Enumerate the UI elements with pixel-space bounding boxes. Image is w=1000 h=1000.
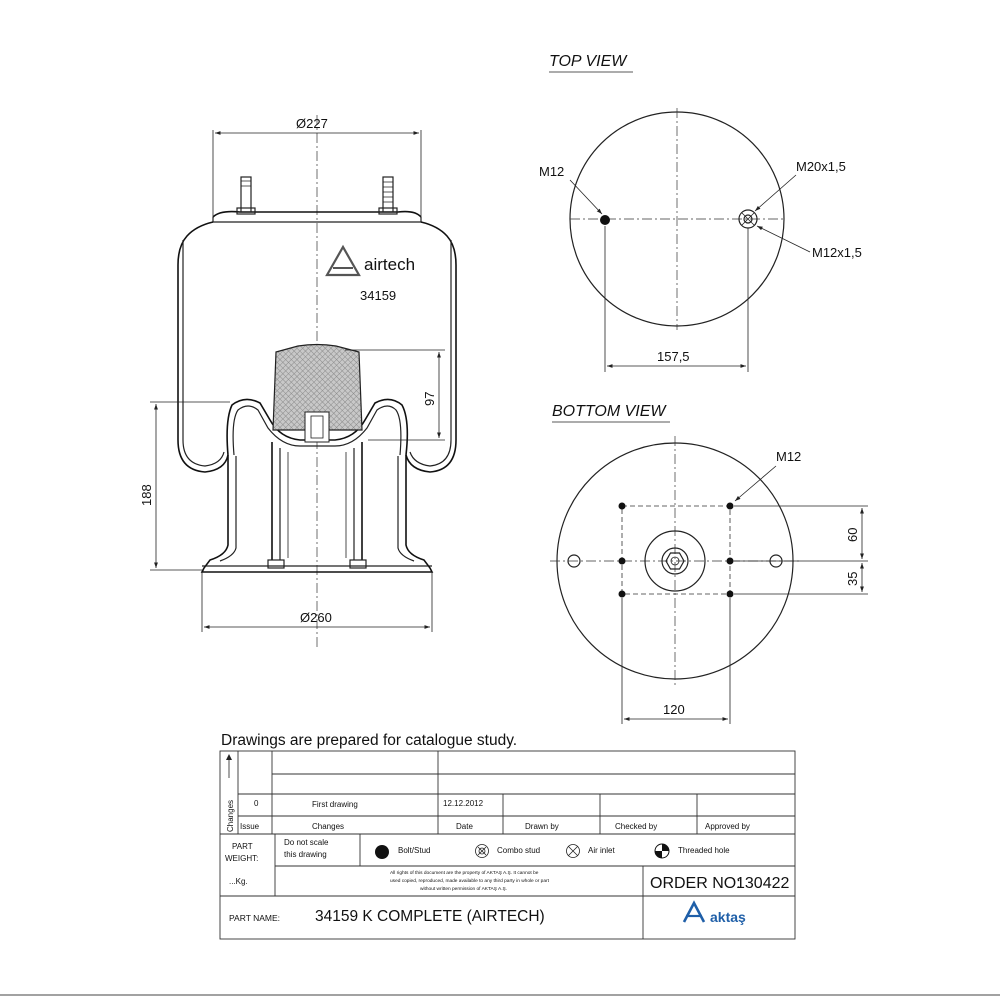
bolt-legend-icon [375,845,389,859]
title-block [220,751,795,939]
part-weight-label-1: PART [232,842,253,851]
rights-line-3: without written permission of AKTAŞ A.Ş. [420,887,508,892]
dim-bottom-60: 60 [845,527,860,542]
do-not-scale-2: this drawing [284,850,327,859]
change-date: 12.12.2012 [443,799,484,808]
top-view [539,53,862,372]
combo-legend-icon [476,845,489,858]
dim-top-diameter: Ø227 [296,116,328,131]
part-weight-label-2: WEIGHT: [225,854,259,863]
label-m12x15: M12x1,5 [812,245,862,260]
catalogue-note: Drawings are prepared for catalogue study. [221,732,518,749]
dim-bottom-diameter: Ø260 [300,610,332,625]
hdr-date: Date [456,822,473,831]
rights-line-2: used copied, reproduced, made available to any third party in whole or part [390,879,549,884]
legend-combo: Combo stud [497,846,541,855]
air-inlet-legend-icon [567,845,580,858]
label-m12: M12 [539,164,565,179]
part-number-text: 34159 [360,288,397,303]
label-m20: M20x1,5 [796,159,846,174]
hdr-checked-by: Checked by [615,822,658,831]
bottom-bolt-holes [619,503,734,598]
weight-unit: ...Kg. [229,877,248,886]
order-number: 130422 [736,875,790,892]
do-not-scale-1: Do not scale [284,838,329,847]
right-stud [379,177,397,214]
legend-bolt: Bolt/Stud [398,846,431,855]
dim-top-spacing: 157,5 [657,349,690,364]
rights-line-1: All rights of this document are the property of AKTAŞ A.Ş. It cannot be [390,871,539,876]
part-name: 34159 K COMPLETE (AIRTECH) [315,908,545,925]
bottom-view [550,403,868,724]
hdr-approved-by: Approved by [705,822,750,831]
hdr-changes: Changes [312,822,345,831]
legend-air: Air inlet [588,846,615,855]
side-view [139,115,456,650]
aktas-logo [684,903,704,922]
part-name-label: PART NAME: [229,913,281,923]
brand-text: airtech [364,255,416,274]
dim-height: 188 [139,484,154,506]
dim-piston-height: 97 [422,391,437,406]
left-bolt-dot [600,215,610,225]
dim-bottom-120: 120 [663,702,685,717]
legend-threaded: Threaded hole [678,846,730,855]
left-stud [237,177,255,214]
label-bottom-m12: M12 [776,449,802,464]
airtech-logo [327,247,359,275]
dim-bottom-35: 35 [845,571,860,586]
change-issue: 0 [254,799,259,808]
hdr-drawn-by: Drawn by [525,822,559,831]
hdr-issue: Issue [240,822,260,831]
order-label: ORDER NO: [650,875,741,892]
threaded-hole-legend-icon [655,844,669,858]
company-name: aktaş [710,909,746,925]
bottom-view-title: BOTTOM VIEW [552,403,666,420]
changes-vertical-label: Changes [226,799,235,832]
top-view-title: TOP VIEW [549,53,627,70]
change-desc: First drawing [312,800,358,809]
